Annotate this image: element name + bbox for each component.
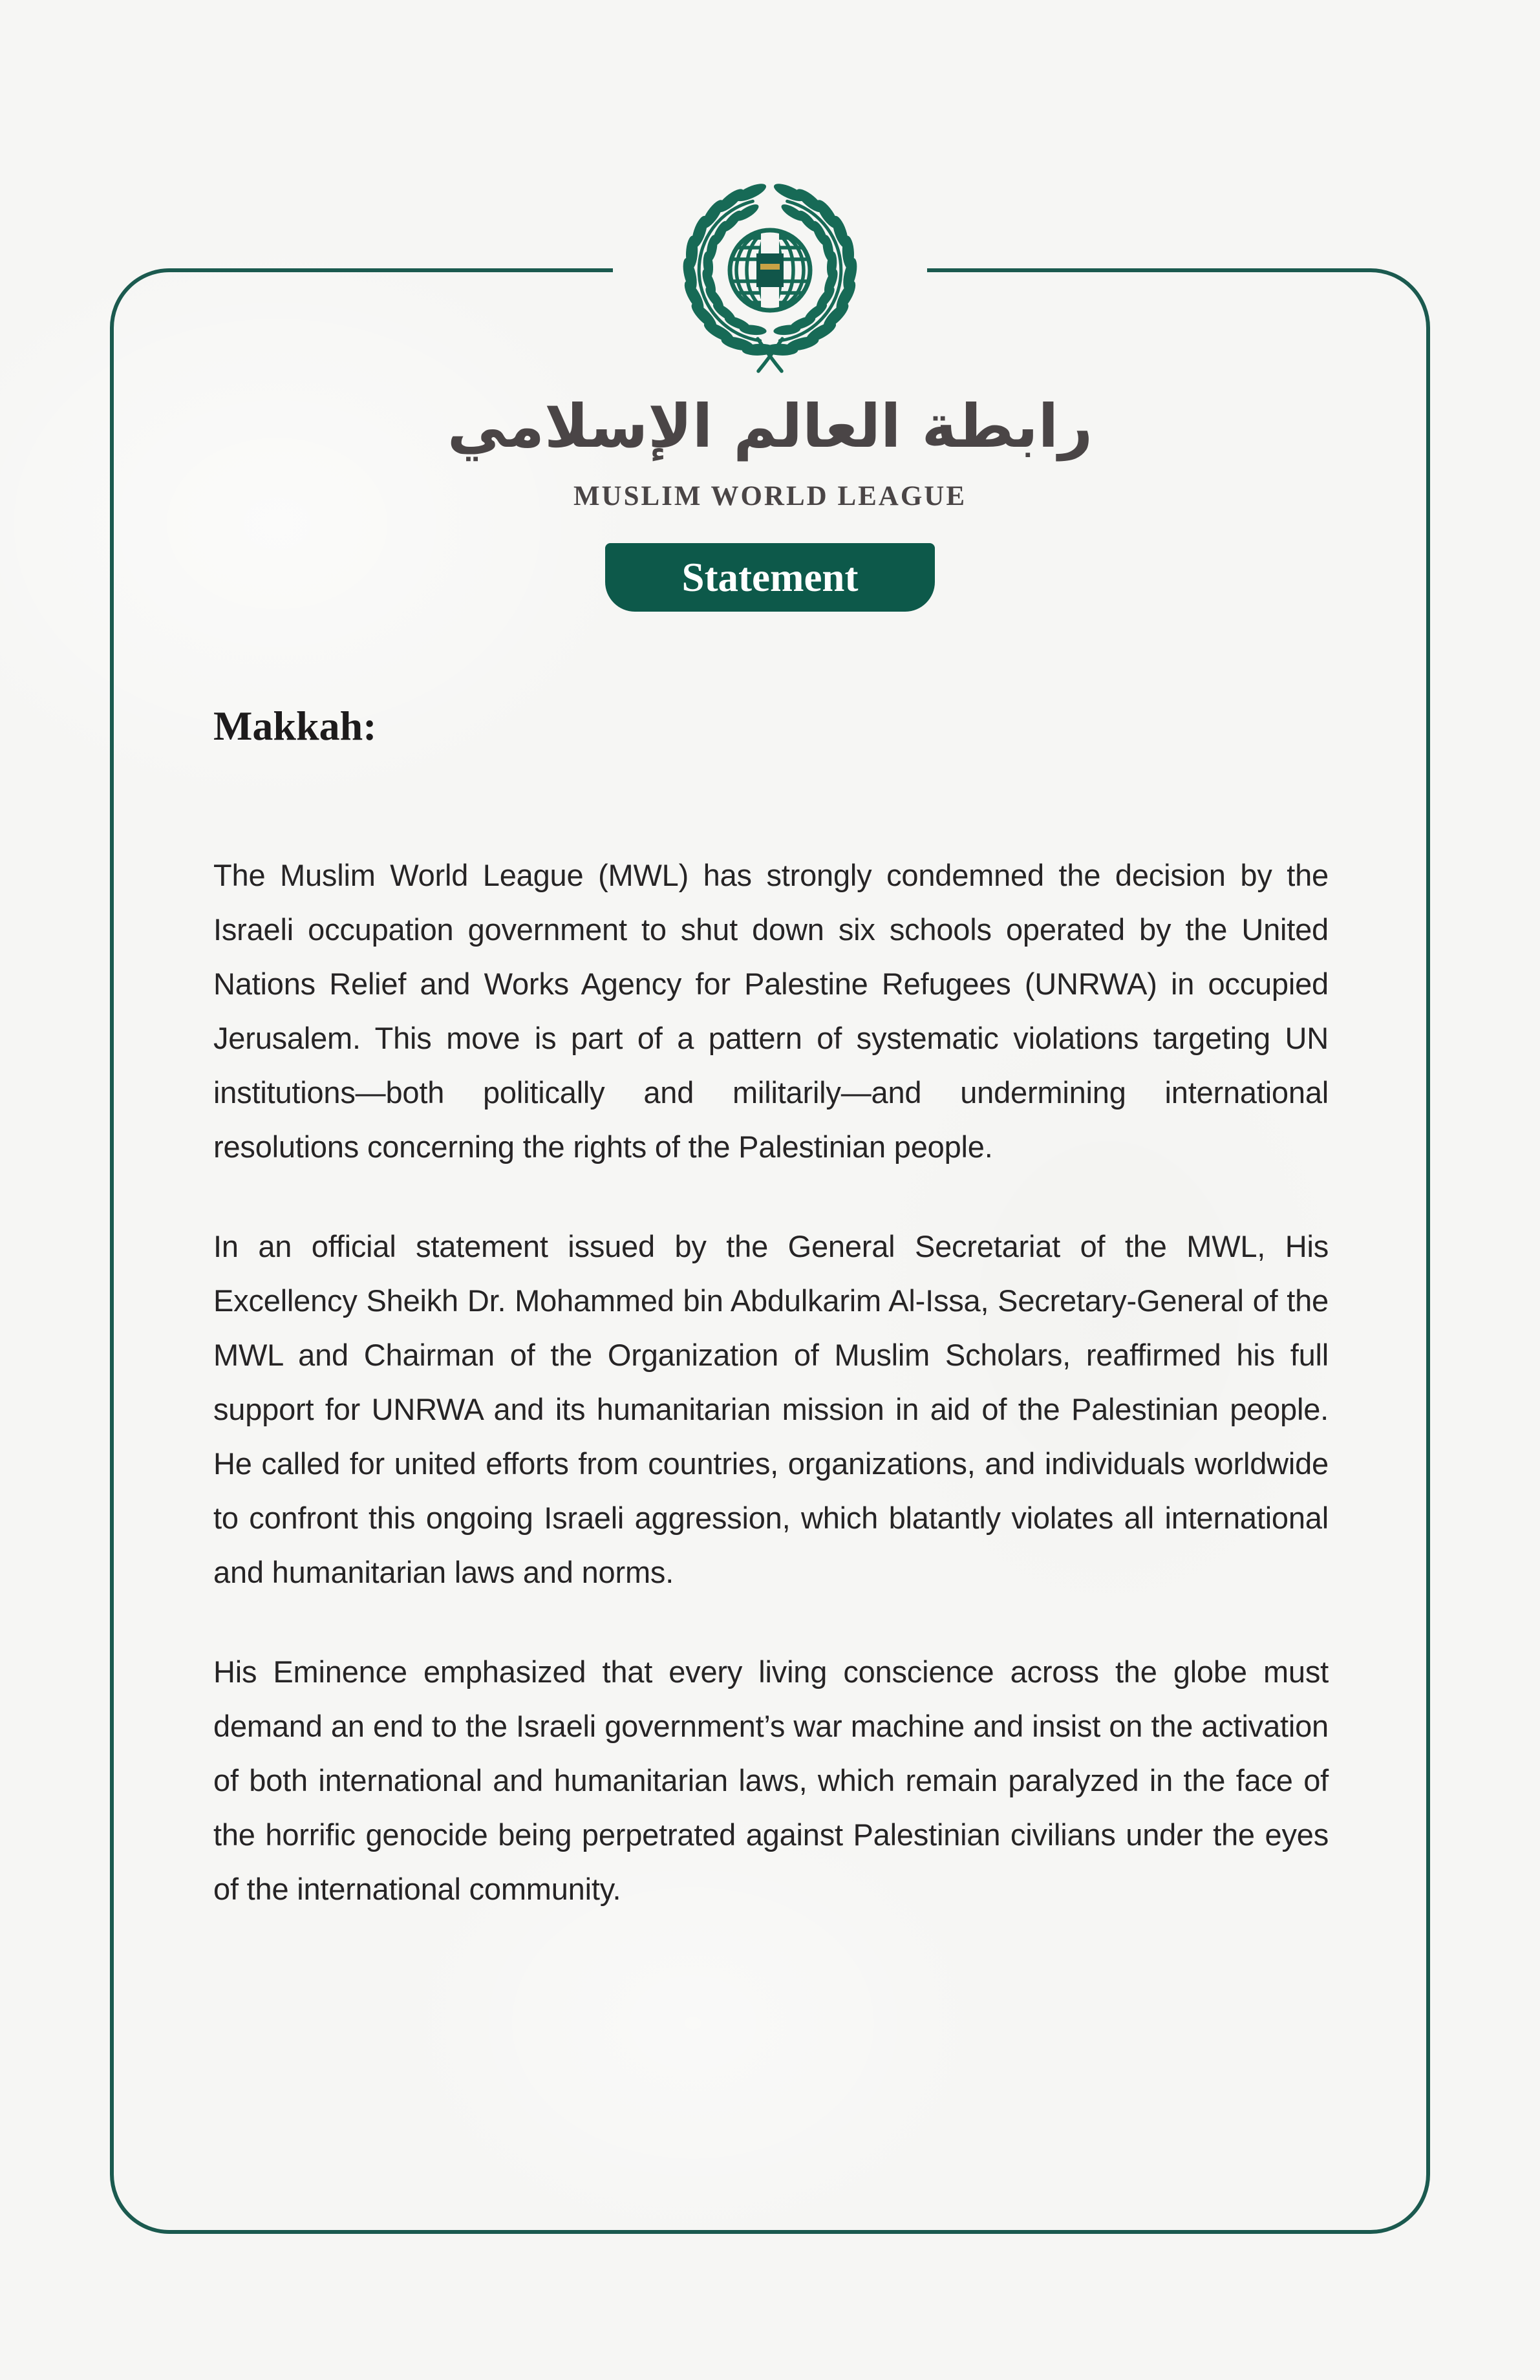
statement-banner-label: Statement xyxy=(681,554,859,600)
location-heading: Makkah: xyxy=(213,703,377,749)
statement-paragraph: His Eminence emphasized that every living conscience across the globe must demand an end to the Israeli government’s war machine and insist on the activation of both international and humanitarian laws, which remain paralyzed in the face of the horrific genocide being perpetrated against Palestinian civilians under the eyes of the international community. xyxy=(213,1655,1329,1906)
globe-icon xyxy=(728,230,812,310)
mwl-emblem-icon xyxy=(615,173,925,406)
statement-paragraph: In an official statement issued by the General Secretariat of the MWL, His Excellency Sheikh Dr. Mohammed bin Abdulkarim Al-Issa, Secretary-General of the MWL and Chairman of the Organization of Muslim Scholars, reaffirmed his full support for UNRWA and its humanitarian mission in aid of the Palestinian people. He called for united efforts from countries, organizations, and individuals worldwide to confront this ongoing Israeli aggression, which blatantly violates all international and humanitarian laws and norms. xyxy=(213,1229,1329,1589)
statement-banner xyxy=(605,543,935,612)
org-name-english: MUSLIM WORLD LEAGUE xyxy=(573,481,967,511)
statement-paragraph: The Muslim World League (MWL) has strongly condemned the decision by the Israeli occupation government to shut down six schools operated by the United Nations Relief and Works Agency for Palestine Refugees (UNRWA) in occupied Jerusalem. This move is part of a pattern of systematic violations targeting UN institutions—both politically and militarily—and undermining international resolutions concerning the rights of the Palestinian people. xyxy=(213,858,1329,1164)
kaaba-icon xyxy=(756,253,784,287)
arabic-calligraphy: رابطة العالم الإسلامي xyxy=(447,392,1093,461)
statement-body xyxy=(213,702,1329,1962)
